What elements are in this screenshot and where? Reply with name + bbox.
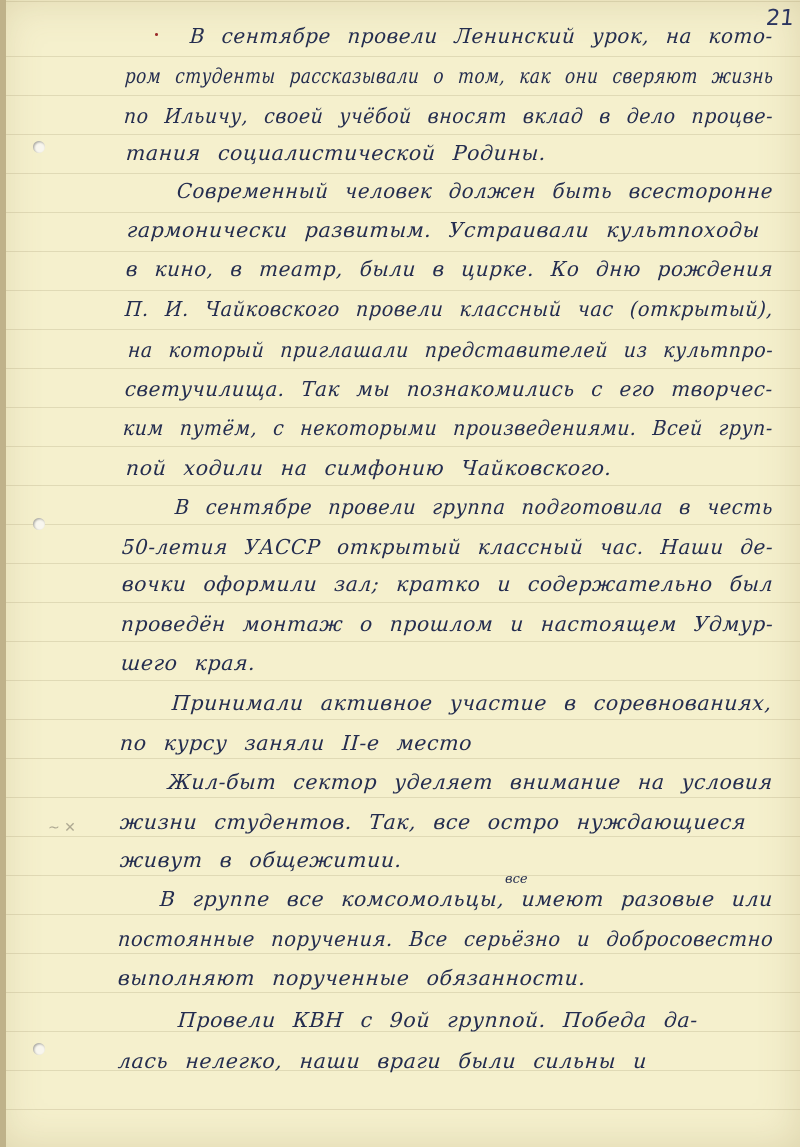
text-line: светучилища. Так мы познакомились с его творчес- <box>124 377 774 401</box>
text-line: живут в общежитии. <box>119 848 403 872</box>
text-line: ром студенты рассказывали о том, как они сверяют жизнь <box>124 64 775 88</box>
text-line: Жил-быт сектор уделяет внимание на условия <box>167 770 774 794</box>
text-line: на который приглашали представителей из культпро- <box>127 338 775 362</box>
text-line: пой ходили на симфонию Чайковского. <box>125 456 613 480</box>
inserted-word: все <box>505 872 528 887</box>
text-line: Современный человек должен быть всесторонне <box>176 179 774 203</box>
text-line: ким путём, с некоторыми произведениями. Всей груп- <box>122 416 774 440</box>
text-line: В сентябре провели Ленинский урок, на кото- <box>189 24 774 48</box>
text-line: постоянные поручения. Все серьёзно и добросовестно <box>117 927 775 951</box>
text-line: В сентябре провели группа подготовила в честь <box>174 495 775 519</box>
text-line: Принимали активное участие в соревнованиях, <box>171 691 773 715</box>
text-line: П. И. Чайковского провели классный час (открытый), <box>124 297 774 321</box>
text-line: вочки оформили зал; кратко и содержательно был <box>121 572 775 596</box>
text-line: шего края. <box>120 651 257 675</box>
text-line: выполняют порученные обязанности. <box>117 966 587 990</box>
text-line: 50-летия УАССР открытый классный час. Наши де- <box>121 535 775 559</box>
text-line: Провели КВН с 9ой группой. Победа да- <box>177 1008 699 1032</box>
text-line: по курсу заняли II-е место <box>119 731 474 755</box>
text-line: гармонически развитым. Устраивали культпоходы <box>126 218 761 242</box>
text-line: лась нелегко, наши враги были сильны и <box>117 1049 648 1073</box>
text-line: В группе все комсомольцы, имеют разовые или <box>159 887 774 911</box>
text-line: проведён монтаж о прошлом и настоящем Удмур- <box>120 612 775 636</box>
text-line: тания социалистической Родины. <box>125 141 547 165</box>
text-line: по Ильичу, своей учёбой вносят вклад в дело процве- <box>123 104 774 128</box>
page-number: 21 <box>764 6 796 31</box>
faint-pencil-mark: ~ ✕ <box>48 820 76 836</box>
text-line: жизни студентов. Так, все остро нуждающиеся <box>119 810 748 834</box>
text-line: в кино, в театр, были в цирке. Ко дню рождения <box>125 257 775 281</box>
